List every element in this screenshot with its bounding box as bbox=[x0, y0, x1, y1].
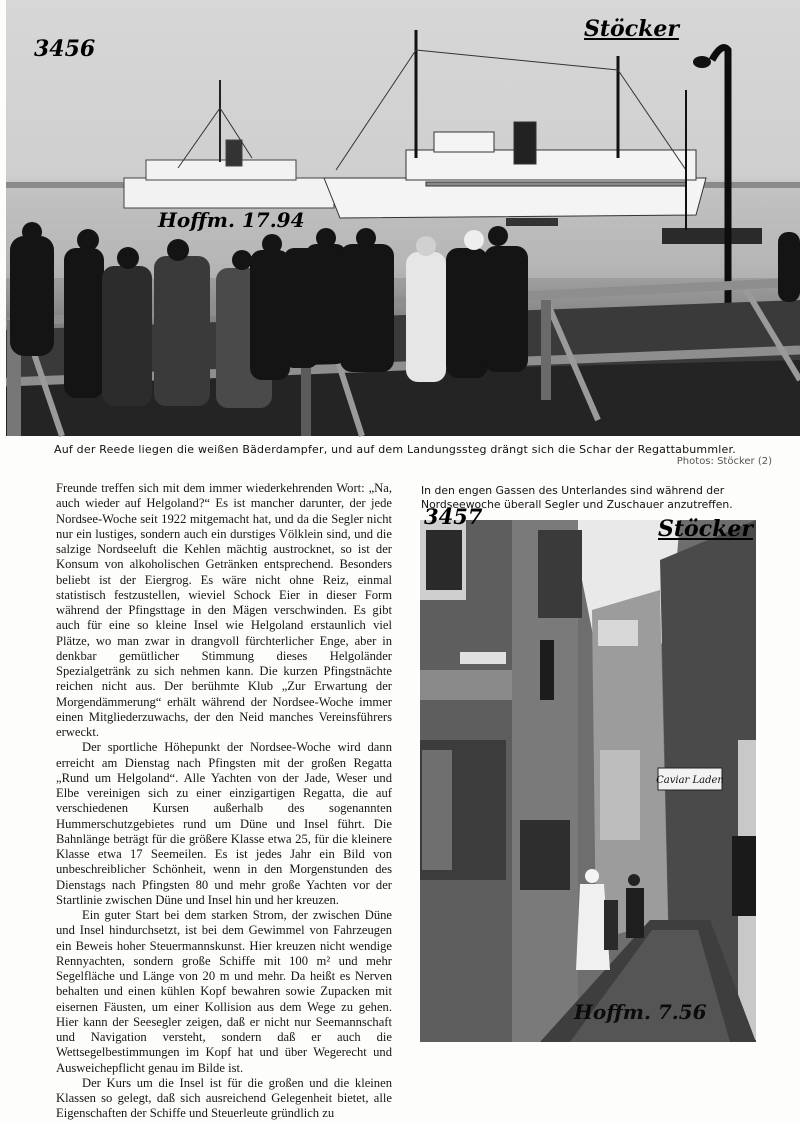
article-paragraph: Der Kurs um die Insel ist für die großen und die kleinen Klassen so gelegt, daß sich ausreichend Gelegenheit bietet, alle Eigenschaften der Schiffe und Steuerleute gründlich zu bbox=[56, 1075, 392, 1121]
article-paragraph: Freunde treffen sich mit dem immer wiederkehrenden Wort: „Na, auch wieder auf Helgoland?“ Es ist mancher darunter, der jede Nordsee-Woche seit 1922 mitgemacht hat, und da die Segler nicht nur ein lustiges, sondern auch ein durstiges Völklein sind, und die salzige Nordseeluft die Kehlen mächtig austrocknet, so ist der Konsum von alkoholischen Getränken entsprechend. Besonders beliebt ist der Eiergrog. Es wäre nicht ohne Reiz, einmal statistisch festzustellen, wieviel Schock Eier in dieser Form während der Pfingsttage in den Mägen verschwinden. Es gibt auch für eine so kleine Insel wie Helgoland erstaunlich viel Plätze, wo man zwar in drangvoll fürchterlicher Enge, aber in denkbar gemütlicher Stimmung dieses Helgoländer Spezialgetränk zu sich nehmen kann. Die kurzen Pfingstnächte reichen nicht aus. Der berühmte Klub „Zur Erwartung der Morgendämmerung“ erhält während der Nordsee-Woche immer einen Mitgliederzuwachs, der den Neid manches Vereinsführers erweckt. bbox=[56, 481, 392, 739]
photo-credit: Photos: Stöcker (2) bbox=[676, 456, 772, 467]
alley-photograph bbox=[420, 520, 756, 1042]
article-paragraph: Ein guter Start bei dem starken Strom, der zwischen Düne und Insel hindurchsetzt, ist bei dem Gewimmel von Fahrzeugen ein Beweis hoher Steuermannskunst. Hier kreuzen nicht wendige Rennyachten, sondern große Schiffe mit 100 m² und mehr Segelfläche und Länge von 20 m und mehr. Da heißt es Nerven behalten und einen kühlen Kopf bewahren sowie Zupacken mit eisernen Fäusten, um einer Kollision aus dem Wege zu gehen. Hier kann der Seesegler zeigen, daß er nicht nur Seemannschaft und Navigation versteht, sondern daß er auch die Wettsegelbestimmungen im Kopf hat und über Wegerecht und Ausweichepflicht genau im Bilde ist. bbox=[56, 908, 392, 1075]
handwritten-archive-note: Hoffm. 7.56 bbox=[574, 1000, 707, 1024]
handwritten-catalog-number: 3456 bbox=[34, 36, 96, 62]
handwritten-archive-note: Hoffm. 17.94 bbox=[158, 208, 305, 232]
right-photo-caption: In den engen Gassen des Unterlandes sind während der Nordseewoche überall Segler und Zuschauer anzutreffen. bbox=[421, 484, 733, 512]
handwritten-photographer: Stöcker bbox=[584, 16, 679, 42]
article-body bbox=[56, 481, 392, 1122]
handwritten-catalog-number: 3457 bbox=[424, 504, 483, 529]
top-photograph bbox=[6, 0, 800, 436]
steamer-right bbox=[324, 30, 706, 218]
shop-sign-text: Caviar Laden bbox=[656, 775, 724, 786]
top-photo-caption: Auf der Reede liegen die weißen Bäderdampfer, und auf dem Landungssteg drängt sich die Schar der Regattabummler. bbox=[54, 443, 736, 456]
harbor-scene-illustration bbox=[6, 0, 800, 436]
steamer-left bbox=[124, 80, 334, 208]
alley-scene-illustration bbox=[420, 520, 756, 1042]
article-paragraph: Der sportliche Höhepunkt der Nordsee-Woche wird dann erreicht am Dienstag nach Pfingsten mit der großen Regatta „Rund um Helgoland“. Alle Yachten von der Jade, Weser und Elbe vereinigen sich zu einer einzigartigen Regatta, die auf verschiedenen Kursen außerhalb des sogenannten Hummerschutzgebietes rund um Düne und Insel führt. Die Bahnlänge beträgt für die größere Klasse etwa 25, für die kleinere Klasse etwa 17 Seemeilen. Es ist jedes Jahr ein Bild von unbeschreiblicher Schönheit, wenn in den Morgenstunden des Dienstags nach Pfingsten 80 und mehr große Yachten vor der Startlinie zwischen Düne und Insel hin und her kreuzen. bbox=[56, 740, 392, 907]
handwritten-photographer: Stöcker bbox=[658, 516, 753, 542]
